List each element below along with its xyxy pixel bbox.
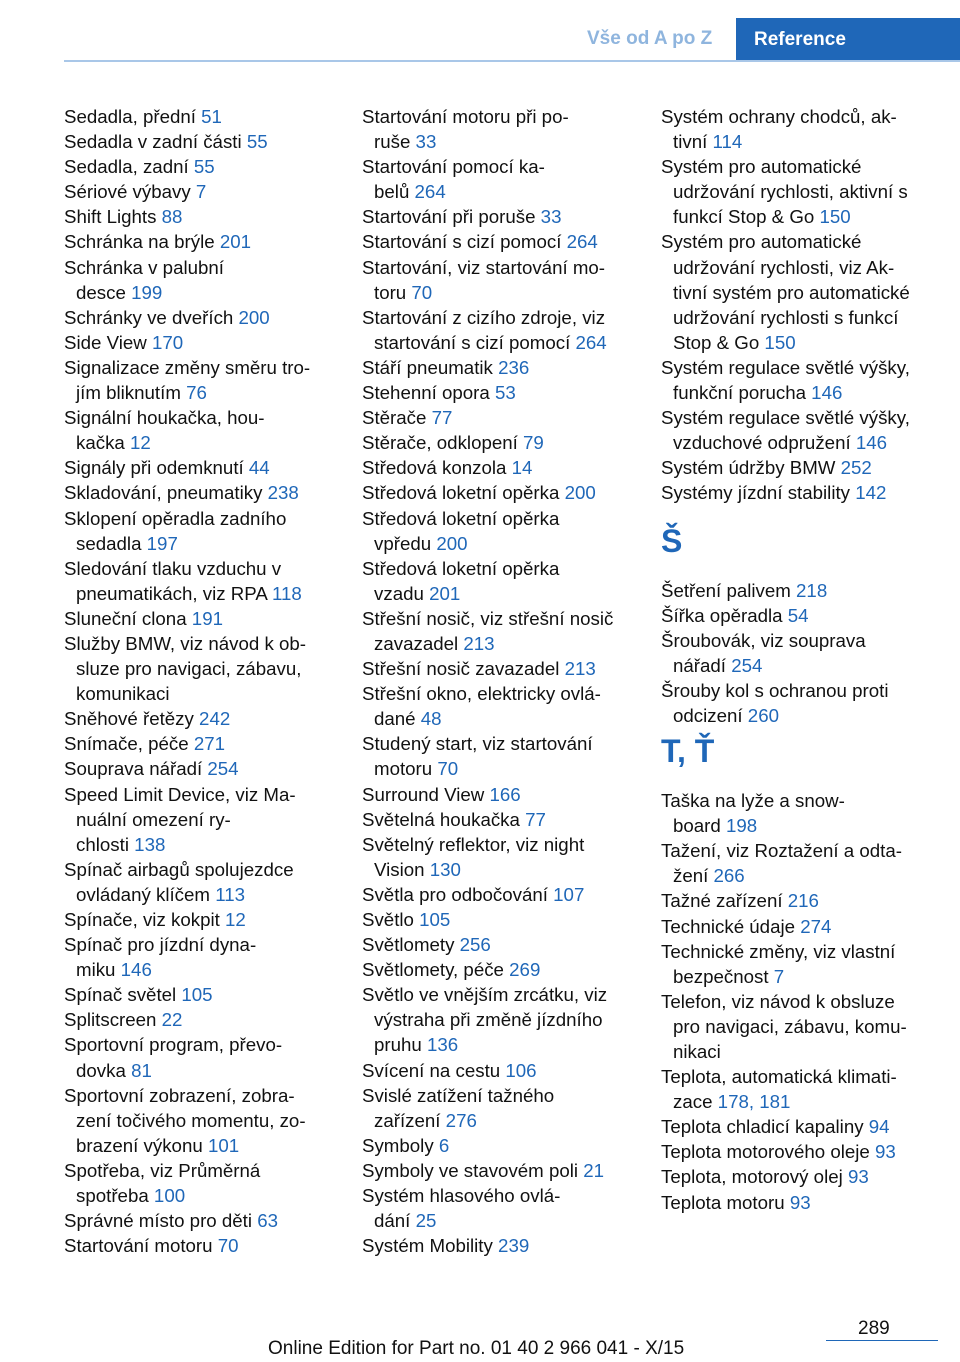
page-reference-link[interactable]: 242 [199,708,231,730]
page-reference-link[interactable]: 271 [193,733,226,755]
page-reference-link[interactable]: 93 [789,1191,811,1213]
index-entry-text: Signály při odemknutí [64,457,249,479]
page-reference-link[interactable]: 51 [201,106,222,127]
page-reference-link[interactable]: 93 [875,1141,896,1163]
index-entry-text: Technické změny, viz vlastní bezpečnost [661,940,896,987]
index-entry-text: Startování pomocí ka‐ belů [362,156,545,203]
index-entry-text: Šířka opěradla [661,604,788,626]
index-entry-text: Systém regulace světlé výšky, vzduchové odpružení [661,407,910,454]
index-entry [362,355,634,380]
index-entry [64,255,334,305]
index-entry [64,1032,334,1082]
index-entry-text: Splitscreen [64,1009,162,1031]
index-entry-text: Symboly ve stavovém poli [362,1159,584,1181]
index-entry [64,229,334,254]
index-entry [64,782,334,857]
index-entry [64,1007,334,1032]
index-entry [362,255,634,305]
index-entry [64,907,334,932]
index-entry-text: Spotřeba, viz Průměrná spotřeba [64,1159,261,1207]
page-reference-link[interactable]: 150 [819,206,851,228]
index-entry [362,606,634,656]
index-entry-text: Střešní okno, elektricky ovlá‐ dané [362,683,601,730]
index-entry-text: Teplota motorového oleje [661,1141,876,1163]
page-reference-link[interactable]: 81 [131,1059,152,1081]
page-reference-link[interactable]: 118 [271,582,302,604]
index-entry [64,706,334,731]
index-entry-text: Startování motoru při po‐ ruše [362,106,569,153]
header-divider [64,60,960,62]
page-reference-link[interactable]: 146 [811,382,843,404]
index-entry-text: Spínač airbagů spolujezdce ovládaný klíčem [64,858,294,905]
index-entry-text: Sedadla v zadní části [64,131,247,153]
page-reference-link[interactable]: 44 [248,457,270,479]
index-entry-text: Sériové výbavy [64,181,196,203]
index-entry-text: Stěrače [362,407,432,429]
index-entry-text: Systém ochrany chodců, ak‐ tivní [661,106,897,153]
index-entry [362,1183,634,1233]
page-reference-link[interactable]: 22 [161,1009,183,1031]
index-entry-text: Schránka v palubní desce [64,256,224,303]
index-entry-text: Sedadla, zadní [64,156,194,178]
index-entry [64,104,334,129]
page-reference-link[interactable]: 146 [120,959,152,981]
index-entry [64,756,334,781]
index-entry [64,355,334,405]
index-entry [661,888,946,913]
page-reference-link[interactable]: 12 [225,909,246,930]
index-entry-text: Systémy jízdní stability [661,482,856,504]
index-entry [362,556,634,606]
index-column-2 [362,104,634,1258]
index-entry-text: Středová loketní opěrka vzadu [362,557,560,604]
index-entry [362,380,634,405]
index-entry-text: Shift Lights [64,206,162,228]
index-column-1 [64,104,334,1258]
page-reference-link[interactable]: 146 [855,432,888,454]
index-entry-text: Snímače, péče [64,733,194,755]
index-entry-text: Skladování, pneumatiky [64,482,268,504]
page-reference-link[interactable]: 178, 181 [717,1091,791,1113]
page-reference-link[interactable]: 54 [787,604,809,626]
page-reference-link[interactable]: 142 [855,482,887,504]
page-reference-link[interactable]: 55 [246,131,268,153]
page-reference-link[interactable]: 136 [427,1034,459,1056]
index-entry-text: Sledování tlaku vzduchu v pneumatikách, viz RPA [64,557,282,604]
index-entry-text: Systém hlasového ovlá‐ dání [362,1185,561,1232]
page-reference-link[interactable]: 70 [217,1235,239,1257]
index-entry-text: Speed Limit Device, viz Ma‐ nuální omezení ry‐ chlosti [64,783,296,855]
index-entry [661,1190,946,1215]
index-entry-text: Sportovní zobrazení, zobra‐ zení točivého momentu, zo‐ brazení výkonu [64,1084,306,1156]
page-reference-link[interactable]: 53 [495,382,516,404]
index-entry-text: Schránka na brýle [64,231,220,253]
index-entry [362,957,634,982]
index-entry-text: Středová loketní opěrka [362,482,565,504]
index-entry-text: Stáří pneumatik [362,356,499,378]
page-reference-link[interactable]: 216 [787,890,819,912]
index-entry-text: Šroubovák, viz souprava nářadí [661,629,866,676]
page-reference-link[interactable]: 191 [191,607,223,629]
index-entry-text: Souprava nářadí [64,758,208,780]
index-entry [64,305,334,330]
index-entry-text: Světlo ve vnějším zrcátku, viz výstraha při změně jízdního pruhu [362,984,608,1056]
page-reference-link[interactable]: 107 [553,883,585,905]
page-reference-link[interactable]: 269 [509,959,541,981]
index-entry [64,204,334,229]
page-reference-link[interactable]: 170 [151,331,184,353]
page-reference-link[interactable]: 264 [414,181,446,203]
index-entry-text: Symboly [362,1134,439,1156]
index-entry-text: Sedadla, přední [64,106,202,127]
index-entry-text: Systém pro automatické udržování rychlosti, aktivní s funkcí Stop & Go [661,156,908,228]
index-entry [64,1158,334,1208]
page-reference-link[interactable]: 101 [207,1134,240,1156]
index-entry [64,154,334,179]
page-reference-link[interactable]: 48 [420,708,442,730]
page-reference-link[interactable]: 252 [840,457,872,479]
index-entry-text: Systém regulace světlé výšky, funkční porucha [661,356,910,404]
index-entry [362,405,634,430]
index-entry-text: Sluneční clona [64,607,192,629]
page-reference-link[interactable]: 105 [181,984,213,1006]
index-entry-text: Teplota, automatická klimati‐ zace [661,1066,897,1113]
index-entry [661,914,946,939]
page-reference-link[interactable]: 199 [131,281,163,303]
page-reference-link[interactable]: 200 [238,306,270,328]
page-reference-link[interactable]: 254 [207,758,239,780]
index-entry [661,1064,946,1114]
index-entry [64,330,334,355]
index-entry-text: Surround View [362,783,490,805]
index-entry [64,631,334,706]
index-entry [362,305,634,355]
index-entry [362,782,634,807]
page-reference-link[interactable]: 166 [489,783,521,805]
index-entry-text: Teplota motoru [661,1191,790,1213]
index-entry-text: Tažné zařízení [661,890,788,912]
index-entry [64,506,334,556]
edition-footer: Online Edition for Part no. 01 40 2 966 041 - X/15 [268,1338,685,1359]
index-entry-text: Telefon, viz návod k obsluze pro navigaci, zábavu, komu‐ nikaci [661,990,907,1062]
index-entry [661,455,946,480]
index-entry-text: Startování s cizí pomocí [362,231,567,253]
index-entry [661,578,946,603]
page-reference-link[interactable]: 201 [219,231,252,253]
index-entry-text: Střešní nosič zavazadel [362,658,565,680]
page-reference-link[interactable]: 260 [747,704,779,726]
index-entry [362,882,634,907]
page-reference-link[interactable]: 138 [134,833,166,855]
index-entry [661,480,946,505]
index-entry-text: Tažení, viz Roztažení a odta‐ žení [661,840,902,887]
index-entry [362,480,634,505]
index-entry-text: Signální houkačka, hou‐ kačka [64,407,265,454]
index-entry [64,1208,334,1233]
footer-divider [826,1340,938,1341]
index-entry [362,832,634,882]
index-entry [661,1139,946,1164]
index-entry [64,179,334,204]
index-entry [362,455,634,480]
page-reference-link[interactable]: 6 [438,1134,450,1156]
index-entry-text: Schránky ve dveřích [64,306,239,328]
page-reference-link[interactable]: 77 [431,407,453,429]
index-entry [362,1158,634,1183]
page-reference-link[interactable]: 213 [564,658,596,680]
index-entry [362,506,634,556]
index-entry-text: Teplota chladicí kapaliny [661,1116,869,1138]
index-entry [362,807,634,832]
index-entry [362,204,634,229]
index-entry [64,480,334,505]
page-reference-link[interactable]: 239 [498,1235,530,1257]
page-header [0,0,960,62]
index-entry [362,932,634,957]
index-entry-text: Systém pro automatické udržování rychlosti, viz Ak‐ tivní systém pro automatické udržování rychlosti s funkcí Stop & Go [661,231,910,353]
index-entry-text: Středová loketní opěrka vpředu [362,507,560,554]
page-reference-link[interactable]: 25 [415,1210,437,1232]
index-entry [362,229,634,254]
index-entry-text: Systém Mobility [362,1235,499,1257]
index-entry-text: Stěrače, odklopení [362,432,524,454]
index-entry [661,838,946,888]
index-entry [64,556,334,606]
page-reference-link[interactable]: 7 [195,181,207,203]
page-reference-link[interactable]: 55 [193,156,215,178]
index-entry [362,1058,634,1083]
page-reference-link[interactable]: 201 [429,582,461,604]
page-number: 289 [858,1318,890,1339]
page-reference-link[interactable]: 264 [575,331,607,353]
index-entry [362,982,634,1057]
index-entry-text: Služby BMW, viz návod k ob‐ sluze pro navigaci, zábavu, komunikaci [64,632,306,705]
page-reference-link[interactable]: 114 [712,131,743,153]
index-entry-text: Spínač světel [64,984,182,1006]
index-entry [661,355,946,405]
index-entry [661,1114,946,1139]
page-reference-link[interactable]: 130 [429,858,461,880]
index-entry [362,154,634,204]
page-reference-link[interactable]: 218 [796,579,828,601]
page-reference-link[interactable]: 21 [583,1159,605,1181]
page-reference-link[interactable]: 106 [505,1059,537,1081]
index-entry [64,129,334,154]
index-entry-text: Teplota, motorový olej [661,1166,848,1188]
index-entry-text: Startování z cizího zdroje, viz startování s cizí pomocí [362,306,606,353]
index-entry [661,229,946,354]
index-entry-text: Startování při poruše [362,206,541,228]
index-entry-text: Správné místo pro děti [64,1210,258,1232]
page-reference-link[interactable]: 236 [498,356,530,378]
page-reference-link[interactable]: 150 [764,331,796,353]
index-entry [64,455,334,480]
index-entry [362,1233,634,1258]
page-reference-link[interactable]: 198 [726,815,758,837]
page-reference-link[interactable]: 79 [523,432,544,454]
index-entry [661,603,946,628]
page-reference-link[interactable]: 7 [773,965,785,987]
page-reference-link[interactable]: 213 [463,632,495,654]
index-entry-text: Světlomety [362,934,460,956]
page-reference-link[interactable]: 197 [146,532,178,554]
page-reference-link[interactable]: 88 [161,206,183,228]
index-entry [64,932,334,982]
page-reference-link[interactable]: 14 [511,457,533,479]
index-entry-text: Systém údržby BMW [661,457,841,479]
index-entry-text: Taška na lyže a snow‐ board [661,790,845,837]
page-reference-link[interactable]: 70 [437,758,459,780]
page-reference-link[interactable]: 77 [525,808,546,830]
index-entry [64,731,334,756]
index-entry-text: Sněhové řetězy [64,708,200,730]
index-entry-text: Spínače, viz kokpit [64,909,225,930]
index-entry [661,678,946,728]
index-entry-text: Startování, viz startování mo‐ toru [362,256,606,303]
index-column-3 [661,104,946,1215]
page-reference-link[interactable]: 256 [459,934,491,956]
page-reference-link[interactable]: 200 [564,482,596,504]
index-letter-heading: Š [661,522,683,559]
index-entry [64,1083,334,1158]
index-entry-text: Šetření palivem [661,579,797,601]
page-reference-link[interactable]: 238 [267,482,299,504]
index-entry-text: Svícení na cestu [362,1059,506,1081]
page-reference-link[interactable]: 70 [411,281,433,303]
index-entry [661,1164,946,1189]
index-entry-text: Světla pro odbočování [362,883,554,905]
reference-tab-label: Reference [754,29,846,50]
index-entry [64,405,334,455]
index-entry [64,982,334,1007]
index-entry [362,731,634,781]
index-entry-text: Stehenní opora [362,382,495,404]
index-entry-text: Šrouby kol s ochranou proti odcizení [661,679,889,726]
section-tab[interactable]: Vše od A po Z [587,28,713,49]
index-entry [362,104,634,154]
index-entry [64,606,334,631]
page-reference-link[interactable]: 33 [540,206,562,228]
page-reference-link[interactable]: 276 [445,1109,477,1131]
page-reference-link[interactable]: 254 [731,654,763,676]
page-reference-link[interactable]: 264 [566,231,598,253]
index-entry-text: Side View [64,331,152,353]
index-entry-text: Světelná houkačka [362,808,526,830]
page-reference-link[interactable]: 93 [847,1166,869,1188]
index-entry [362,1133,634,1158]
index-entry-text: Světelný reflektor, viz night Vision [362,833,585,880]
page-reference-link[interactable]: 105 [419,909,451,930]
index-entry-text: Technické údaje [661,915,801,937]
index-entry [362,656,634,681]
index-entry [661,628,946,678]
index-entry [64,1233,334,1258]
index-entry-text: Světlomety, péče [362,959,510,981]
index-entry [661,154,946,229]
page-reference-link[interactable]: 113 [215,883,245,905]
page-reference-link[interactable]: 63 [257,1210,278,1232]
index-entry [661,405,946,455]
index-entry [64,857,334,907]
index-entry [362,907,634,932]
index-entry [362,430,634,455]
index-entry [661,104,946,154]
index-entry-text: Střešní nosič, viz střešní nosič zavazadel [362,607,614,654]
page-reference-link[interactable]: 12 [130,432,151,454]
index-entry [362,681,634,731]
index-entry [661,788,946,838]
page-reference-link[interactable]: 33 [415,131,437,153]
index-entry [362,1083,634,1133]
index-entry-text: Studený start, viz startování motoru [362,733,593,780]
index-entry-text: Sportovní program, převo‐ dovka [64,1034,283,1081]
index-entry-text: Svislé zatížení tažného zařízení [362,1084,555,1131]
index-letter-heading: T, Ť [661,733,715,770]
reference-tab[interactable] [736,18,960,62]
index-entry-text: Signalizace změny směru tro‐ jím bliknutím [64,356,311,404]
page-reference-link[interactable]: 94 [868,1116,890,1138]
index-entry-text: Středová konzola [362,457,512,479]
index-entry [661,989,946,1064]
index-entry-text: Startování motoru [64,1235,218,1257]
index-entry-text: Sklopení opěradla zadního sedadla [64,507,287,554]
index-entry [661,939,946,989]
index-entry-text: Spínač pro jízdní dyna‐ miku [64,934,257,981]
page-reference-link[interactable]: 100 [153,1185,186,1207]
page-reference-link[interactable]: 200 [436,532,468,554]
page-reference-link[interactable]: 274 [800,915,832,937]
page-reference-link[interactable]: 76 [186,382,207,404]
page-reference-link[interactable]: 266 [713,865,745,887]
index-entry-text: Světlo [362,909,420,930]
